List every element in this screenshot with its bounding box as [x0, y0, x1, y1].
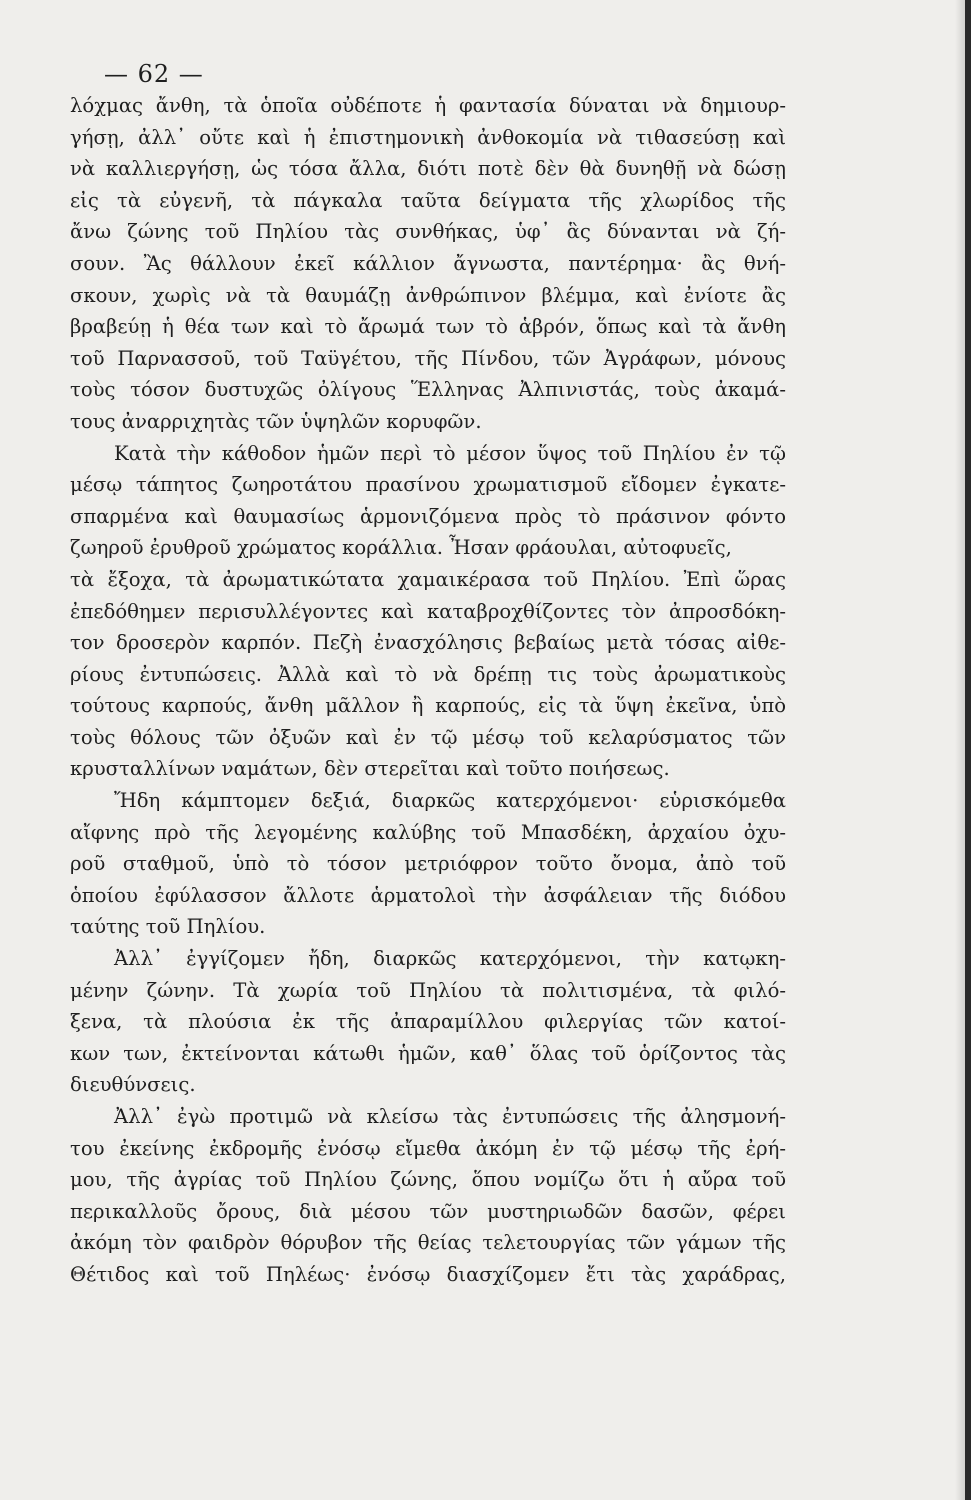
text-line: διευθύνσεις.: [70, 1073, 196, 1097]
text-line: γήσῃ, ἀλλ᾽ οὔτε καὶ ἡ ἐπιστημονικὴ ἀνθοκομία νὰ τιθασεύσῃ καὶ: [70, 125, 786, 149]
text-line: ρίους ἐντυπώσεις. Ἀλλὰ καὶ τὸ νὰ δρέπῃ τις τοὺς ἀρωματικοὺς: [70, 662, 786, 686]
text-line: νὰ καλλιεργήσῃ, ὡς τόσα ἄλλα, διότι ποτὲ δὲν θὰ δυνηθῇ νὰ δώσῃ: [70, 157, 786, 181]
text-line: αἴφνης πρὸ τῆς λεγομένης καλύβης τοῦ Μπασδέκη, ἀρχαίου ὀχυ-: [70, 820, 786, 844]
text-line: Ἀλλ᾽ ἐγὼ προτιμῶ νὰ κλείσω τὰς ἐντυπώσεις τῆς ἀλησμονή-: [114, 1105, 786, 1128]
text-line: τὰ ἔξοχα, τὰ ἀρωματικώτατα χαμαικέρασα τοῦ Πηλίου. Ἐπὶ ὥρας: [70, 567, 786, 591]
text-line: σπαρμένα καὶ θαυμασίως ἁρμονιζόμενα πρὸς τὸ πράσινον φόντο: [70, 504, 786, 528]
text-line: βραβεύῃ ἡ θέα των καὶ τὸ ἄρωμά των τὸ ἁβρόν, ὅπως καὶ τὰ ἄνθη: [70, 315, 786, 339]
body-text: [70, 90, 786, 1291]
text-line: μέσῳ τάπητος ζωηροτάτου πρασίνου χρωματισμοῦ εἴδομεν ἐγκατε-: [70, 473, 786, 497]
text-line: λόχμας ἄνθη, τὰ ὁποῖα οὐδέποτε ἡ φαντασία δύναται νὰ δημιουρ-: [70, 94, 786, 117]
page-number: — 62 —: [104, 60, 204, 88]
text-line: μου, τῆς ἀγρίας τοῦ Πηλίου ζώνης, ὅπου νομίζω ὅτι ἡ αὔρα τοῦ: [70, 1168, 786, 1192]
text-line: σκουν, χωρὶς νὰ τὰ θαυμάζῃ ἀνθρώπινον βλέμμα, καὶ ἐνίοτε ἂς: [70, 283, 786, 307]
text-line: Ἀλλ᾽ ἐγγίζομεν ἤδη, διαρκῶς κατερχόμενοι, τὴν κατῳκη-: [114, 947, 786, 971]
text-line: κρυσταλλίνων ναμάτων, δὲν στερεῖται καὶ τοῦτο ποιήσεως.: [70, 757, 670, 781]
text-line: τον δροσερὸν καρπόν. Πεζὴ ἐνασχόλησις βεβαίως μετὰ τόσας αἰθε-: [70, 631, 786, 655]
text-line: τοὺς τόσον δυστυχῶς ὀλίγους Ἕλληνας Ἀλπινιστάς, τοὺς ἀκαμά-: [70, 378, 786, 402]
text-line: ροῦ σταθμοῦ, ὑπὸ τὸ τόσον μετριόφρον τοῦτο ὄνομα, ἀπὸ τοῦ: [70, 852, 786, 876]
text-line: του ἐκείνης ἐκδρομῆς ἐνόσῳ εἴμεθα ἀκόμη ἐν τῷ μέσῳ τῆς ἐρή-: [70, 1136, 786, 1160]
text-line: ἐπεδόθημεν περισυλλέγοντες καὶ καταβροχθίζοντες τὸν ἀπροσδόκη-: [70, 599, 786, 623]
text-line: ταύτης τοῦ Πηλίου.: [70, 915, 266, 939]
text-line: Κατὰ τὴν κάθοδον ἡμῶν περὶ τὸ μέσον ὕψος τοῦ Πηλίου ἐν τῷ: [114, 441, 786, 465]
text-line: ζωηροῦ ἐρυθροῦ χρώματος κοράλλια. Ἦσαν φράουλαι, αὐτοφυεῖς,: [70, 536, 732, 560]
text-line: τοὺς θόλους τῶν ὀξυῶν καὶ ἐν τῷ μέσῳ τοῦ κελαρύσματος τῶν: [70, 725, 786, 749]
scan-border: [965, 0, 971, 1500]
text-line: Ἤδη κάμπτομεν δεξιά, διαρκῶς κατερχόμενοι· εὑρισκόμεθα: [114, 789, 786, 813]
text-line: τους ἀναρριχητὰς τῶν ὑψηλῶν κορυφῶν.: [70, 409, 482, 433]
page-edge-shadow: [955, 0, 965, 1500]
text-line: τούτους καρπούς, ἄνθη μᾶλλον ἢ καρπούς, εἰς τὰ ὕψη ἐκεῖνα, ὑπὸ: [70, 694, 786, 718]
text-line: ἀκόμη τὸν φαιδρὸν θόρυβον τῆς θείας τελετουργίας τῶν γάμων τῆς: [70, 1231, 786, 1255]
text-line: τοῦ Παρνασσοῦ, τοῦ Ταϋγέτου, τῆς Πίνδου, τῶν Ἀγράφων, μόνους: [70, 346, 786, 370]
text-line: μένην ζώνην. Τὰ χωρία τοῦ Πηλίου τὰ πολιτισμένα, τὰ φιλό-: [70, 978, 786, 1002]
text-line: περικαλλοῦς ὄρους, διὰ μέσου τῶν μυστηριωδῶν δασῶν, φέρει: [70, 1199, 786, 1223]
text-line: σουν. Ἂς θάλλουν ἐκεῖ κάλλιον ἄγνωστα, παντέρημα· ἂς θνή-: [70, 251, 786, 275]
text-line: εἰς τὰ εὐγενῆ, τὰ πάγκαλα ταῦτα δείγματα τῆς χλωρίδος τῆς: [70, 188, 786, 212]
text-line: κων των, ἐκτείνονται κάτωθι ἡμῶν, καθ᾽ ὅλας τοῦ ὁρίζοντος τὰς: [70, 1041, 786, 1065]
text-line: ἄνω ζώνης τοῦ Πηλίου τὰς συνθήκας, ὑφ᾽ ἃς δύνανται νὰ ζή-: [70, 220, 786, 244]
text-line: ὁποίου ἐφύλασσον ἄλλοτε ἁρματολοὶ τὴν ἀσφάλειαν τῆς διόδου: [70, 883, 786, 907]
text-line: Θέτιδος καὶ τοῦ Πηλέως· ἐνόσῳ διασχίζομεν ἔτι τὰς χαράδρας,: [70, 1262, 786, 1286]
text-line: ξενα, τὰ πλούσια ἐκ τῆς ἀπαραμίλλου φιλεργίας τῶν κατοί-: [70, 1010, 786, 1034]
